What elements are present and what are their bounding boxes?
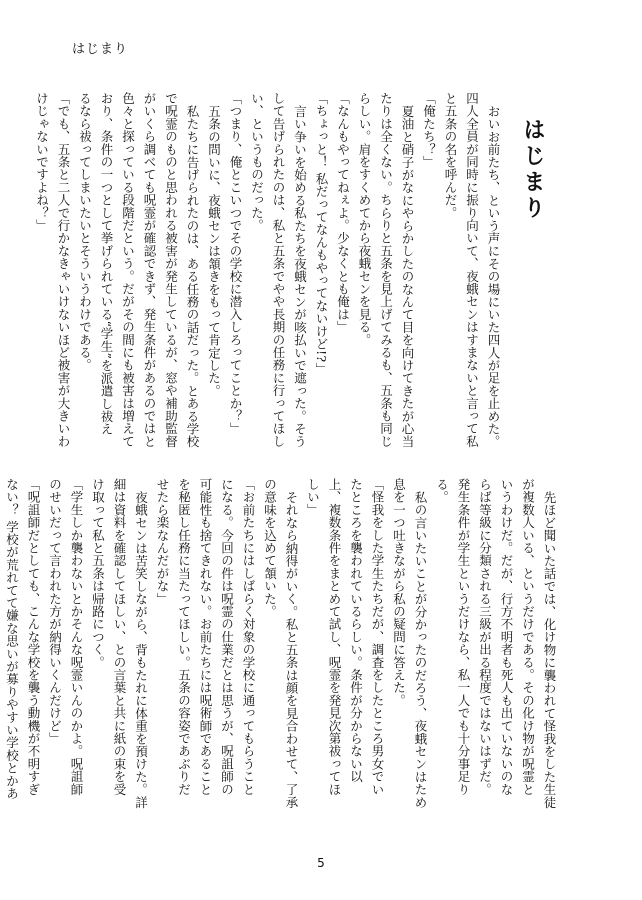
dialogue-line: 「お前たちにはしばらく対象の学校に通ってもらうことになる。今回の件は呪霊の仕業だとは思うが、呪詛師の可能性も捨てきれない。お前たちには呪術師であることを秘匿し任務に当たってほしい。五条の容姿であぶりだせたら楽なんだがな」 (155, 478, 256, 796)
upper-text-block (34, 92, 504, 448)
paragraph: 夏油と硝子がなにやらかしたのなんて目を向けてきたが心当たりは全くない。ちらりと五条を見上げてみるも、五条も同じらしい。肩をすくめてから夜蛾センを見る。 (357, 92, 415, 448)
paragraph: 五条の問いに、夜蛾センは頷きをもって肯定した。 (206, 104, 222, 397)
dialogue-line: 「呪詛師だとしても、こんな学校を襲う動機が不明すぎない？ 学校が荒れてて嫌な思いが募りやすい学校とかあ (4, 478, 41, 800)
running-header: はじまり (72, 42, 129, 57)
dialogue-line: 「俺たち？」 (421, 92, 437, 169)
page-number: 5 (317, 856, 325, 870)
paragraph: おいお前たち、という声にその場にいた四人が足を止めた。四人全員が同時に振り向いて、夜蛾センはすまないと言って私と五条の名を呼んだ。 (443, 92, 501, 448)
dialogue-line: 「でも、五条と二人で行かなきゃいけないほど被害が大きいわけじゃないですよね？」 (34, 92, 71, 448)
paragraph: 私たちに告げられたのは、ある任務の話だった。とある学校で呪霊のものと思われる被害が発生しているが、窓や補助監督がいくら調べても呪霊が確認できず、発生条件があるのではと色々と探っている段階だという。だがその間にも被害は増えており、条件の一つとして挙げられている“学生”を派遣し祓えるなら祓ってしまいたいとそういうわけである。 (77, 92, 200, 448)
paragraph: 先ほど聞いた話では、化け物に襲われて怪我をした生徒が複数人いる、というだけである。その化け物が呪霊というわけだ。だが、行方不明者も死人も出ていないのならば等級に分類される三級が出る程度ではないはずだ。発生条件が学生というだけなら、私一人でも十分事足りる。 (434, 478, 557, 808)
dialogue-line: 「怪我をした学生たちだが、調査をしたところ男女でいたところを襲われているらしい。条件が分からない以上、複数条件をまとめて試し、呪霊を発見次第祓ってほしい」 (305, 478, 385, 796)
dialogue-line: 「ちょっと！ 私だってなんもやってないけど!?」 (314, 92, 329, 375)
paragraph: それなら納得がいく。私と五条は顔を見合わせて、了承の意味を込めて頷いた。 (262, 478, 299, 808)
paragraph: 私の言いたいことが分かったのだろう、夜蛾センはため息を一つ吐きながら私の疑問に答えた。 (391, 478, 428, 808)
dialogue-line: 「なんもやってねぇよ。少なくとも俺は」 (335, 92, 351, 334)
paragraph: 夜蛾センは苦笑しながら、背もたれに体重を預けた。詳細は資料を確認してほしい、との言葉と共に紙の束を受け取って私と五条は帰路につく。 (90, 478, 149, 808)
lower-text-block (4, 478, 560, 808)
dialogue-line: 「学生しか襲わないとかそんな呪霊いんのかよ。呪詛師のせいだって言われた方が納得いくんだけど」 (47, 478, 84, 796)
chapter-title: はじまり (520, 118, 545, 222)
dialogue-line: 「つまり、俺とこいつでその学校に潜入しろってことか？」 (228, 92, 243, 435)
paragraph: 言い争いを始める私たちを夜蛾センが咳払いで遮った。そうして告げられたのは、私と五条でやや長期の任務に行ってほしい、というものだった。 (249, 92, 308, 448)
